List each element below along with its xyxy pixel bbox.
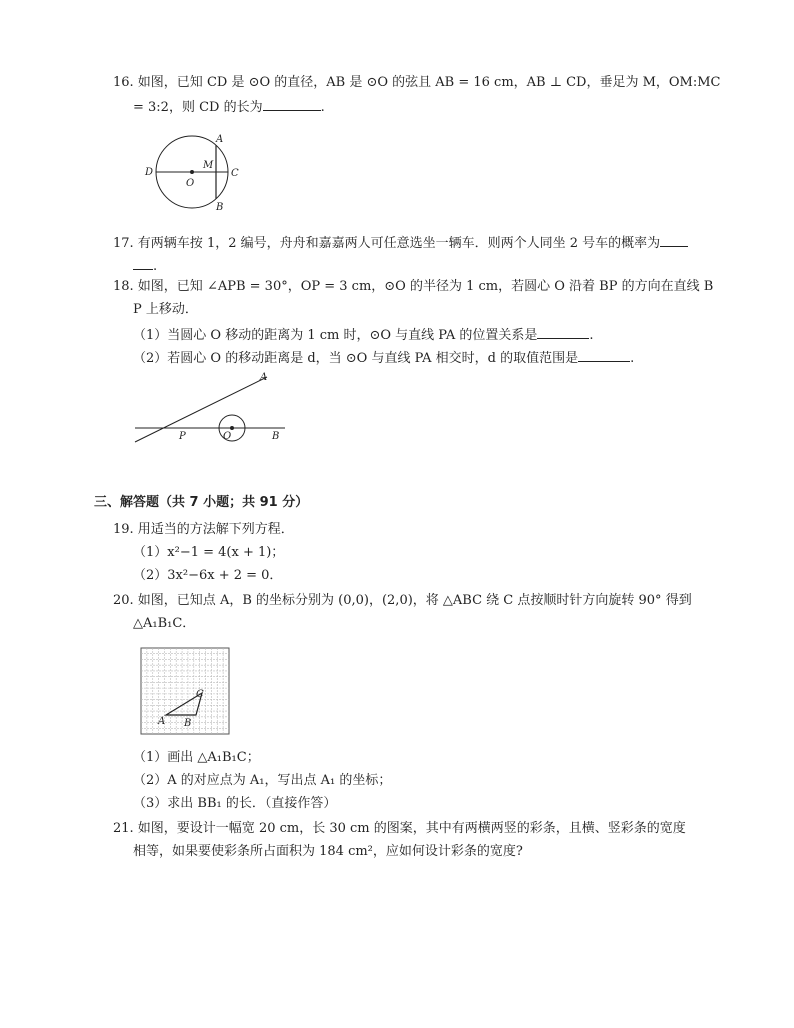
q18-line-figure: [130, 368, 290, 446]
q20-sub2: （2）A 的对应点为 A₁，写出点 A₁ 的坐标；: [133, 773, 392, 788]
center-dot: [190, 170, 194, 174]
q18-sub1-end: .: [589, 328, 594, 343]
line-pa: [135, 377, 267, 442]
label-b: B: [272, 431, 280, 442]
q16-circle-figure: [140, 130, 245, 215]
q19-sub2: （2）3x²−6x + 2 = 0．: [133, 568, 283, 583]
label-a: A: [216, 134, 224, 145]
label-d: D: [145, 167, 154, 178]
q18-sub1-text: （1）当圆心 O 移动的距离为 1 cm 时，⊙O 与直线 PA 的位置关系是: [133, 328, 538, 343]
q16-end: .: [320, 100, 325, 115]
q19-line1: 19. 用适当的方法解下列方程．: [113, 522, 294, 537]
q17-line1: [113, 232, 688, 254]
q18-sub1: [133, 324, 594, 346]
label-a: A: [158, 716, 166, 727]
q20-line2: △A₁B₁C．: [133, 616, 196, 631]
q16-line2: [133, 96, 325, 118]
q16-answer-blank: [263, 96, 321, 111]
q20-grid-figure: [140, 647, 232, 737]
label-a: A: [260, 372, 268, 383]
label-m: M: [203, 160, 214, 171]
q18-sub2-end: .: [630, 351, 635, 366]
q19-sub1: （1）x²−1 = 4(x + 1)；: [133, 545, 285, 560]
label-c: C: [231, 168, 239, 179]
q17-text: 17. 有两辆车按 1，2 编号，舟舟和嘉嘉两人可任意选坐一辆车．则两个人同坐 2 号车的概率为: [113, 236, 661, 251]
label-p: P: [179, 431, 186, 442]
label-o: O: [223, 431, 232, 442]
q16-line1: 16. 如图，已知 CD 是 ⊙O 的直径，AB 是 ⊙O 的弦且 AB = 16 cm，AB ⊥ CD，垂足为 M，OM:MC: [113, 75, 721, 90]
label-b: B: [216, 202, 224, 213]
q18-sub2: [133, 347, 634, 369]
label-c: C: [196, 689, 204, 700]
center-dot: [230, 426, 234, 430]
q16-line2-text: = 3:2，则 CD 的长为: [133, 100, 263, 115]
q21-line1: 21. 如图，要设计一幅宽 20 cm，长 30 cm 的图案，其中有两横两竖的彩条，且横、竖彩条的宽度: [113, 821, 686, 836]
q17-line2: [133, 255, 157, 277]
q17-end: .: [153, 259, 158, 274]
label-o: O: [186, 178, 195, 189]
q17-answer-blank-a: [660, 232, 688, 247]
q20-sub3: （3）求出 BB₁ 的长．（直接作答）: [133, 796, 337, 811]
q20-sub1: （1）画出 △A₁B₁C；: [133, 750, 260, 765]
q21-line2: 相等，如果要使彩条所占面积为 184 cm²，应如何设计彩条的宽度?: [133, 844, 523, 859]
q18-line2: P 上移动．: [133, 302, 198, 317]
q20-line1: 20. 如图，已知点 A，B 的坐标分别为 (0,0)，(2,0)，将 △ABC 绕 C 点按顺时针方向旋转 90° 得到: [113, 593, 692, 608]
q18-sub2-text: （2）若圆心 O 的移动距离是 d，当 ⊙O 与直线 PA 相交时，d 的取值范围是: [133, 351, 579, 366]
q18-sub1-blank: [537, 324, 589, 339]
q18-line1: 18. 如图，已知 ∠APB = 30°，OP = 3 cm，⊙O 的半径为 1 cm，若圆心 O 沿着 BP 的方向在直线 B: [113, 279, 714, 294]
q17-answer-blank-b: [133, 255, 153, 270]
q18-sub2-blank: [578, 347, 630, 362]
label-b: B: [184, 718, 192, 729]
section-3-title: 三、解答题（共 7 小题；共 91 分）: [94, 495, 309, 510]
